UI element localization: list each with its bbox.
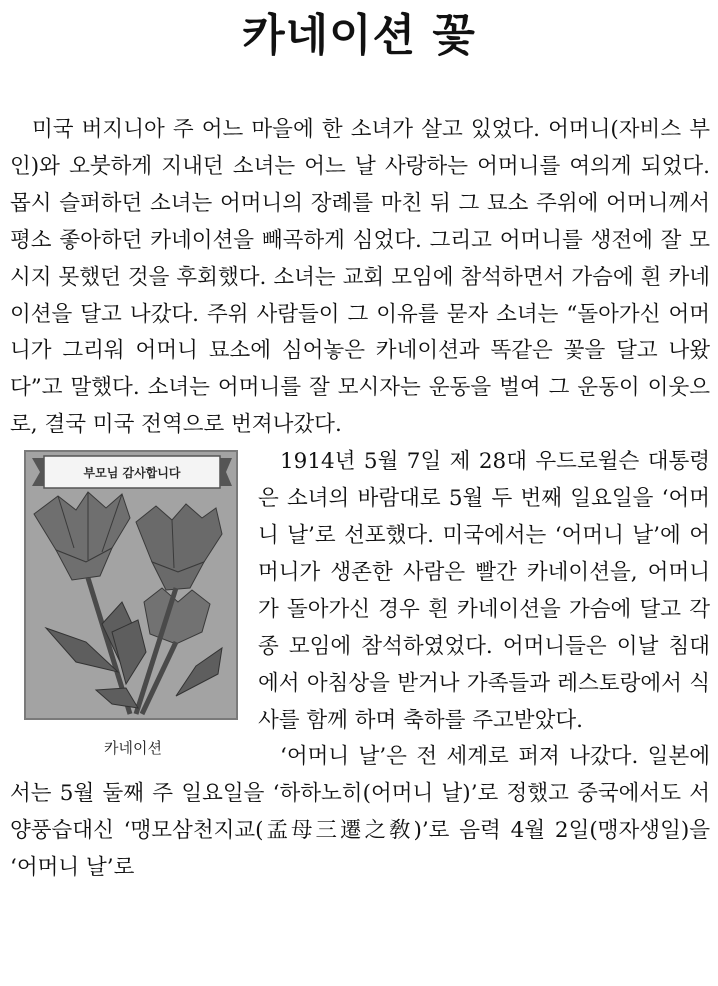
figure-caption: 카네이션 (104, 739, 162, 758)
paragraph-3: ‘어머니 날’은 전 세계로 퍼져 나갔다. 일본에서는 5월 둘째 주 일요일을 ‘하하노히(어머니 날)’로 정했고 중국에서도 서양풍습대신 ‘맹모삼천지교(孟母三遷之敎)’로 음력 4월 2일(맹자생일)을 ‘어머니 날’로 (10, 744, 710, 881)
carnation-image (26, 452, 236, 718)
carnation-figure (24, 450, 242, 765)
article-body (10, 112, 710, 887)
paragraph-1: 미국 버지니아 주 어느 마을에 한 소녀가 살고 있었다. 어머니(자비스 부인)와 오붓하게 지내던 소녀는 어느 날 사랑하는 어머니를 여의게 되었다. 몹시 슬퍼하던 소녀는 어머니의 장례를 마친 뒤 그 묘소 주위에 어머니께서 평소 좋아하던 카네이션을 빼곡하게 심었다. 그리고 어머니를 생전에 잘 모시지 못했던 것을 후회했다. 소녀는 교회 모임에 참석하면서 가슴에 흰 카네이션을 달고 나갔다. 주위 사람들이 그 이유를 묻자 소녀는 “돌아가신 어머니가 그리워 어머니 묘소에 심어놓은 카네이션과 똑같은 꽃을 달고 나왔다”고 말했다. 소녀는 어머니를 잘 모시자는 운동을 벌여 그 운동이 이웃으로, 결국 미국 전역으로 번져나갔다. (10, 117, 710, 438)
carnation-photo (24, 450, 238, 720)
paragraph-2: 1914년 5월 7일 제 28대 우드로윌슨 대통령은 소녀의 바람대로 5월 두 번째 일요일을 ‘어머니 날’로 선포했다. 미국에서는 ‘어머니 날’에 어머니가 생존한 사람은 빨간 카네이션을, 어머니가 돌아가신 경우 흰 카네이션을 가슴에 달고 각종 모임에 참석하였었다. 어머니들은 이날 침대에서 아침상을 받거나 가족들과 레스토랑에서 식사를 함께 하며 축하를 주고받았다. (258, 449, 710, 733)
page-title: 카네이션 꽃 (242, 10, 476, 61)
banner-text: 부모님 감사합니다 (83, 466, 181, 481)
